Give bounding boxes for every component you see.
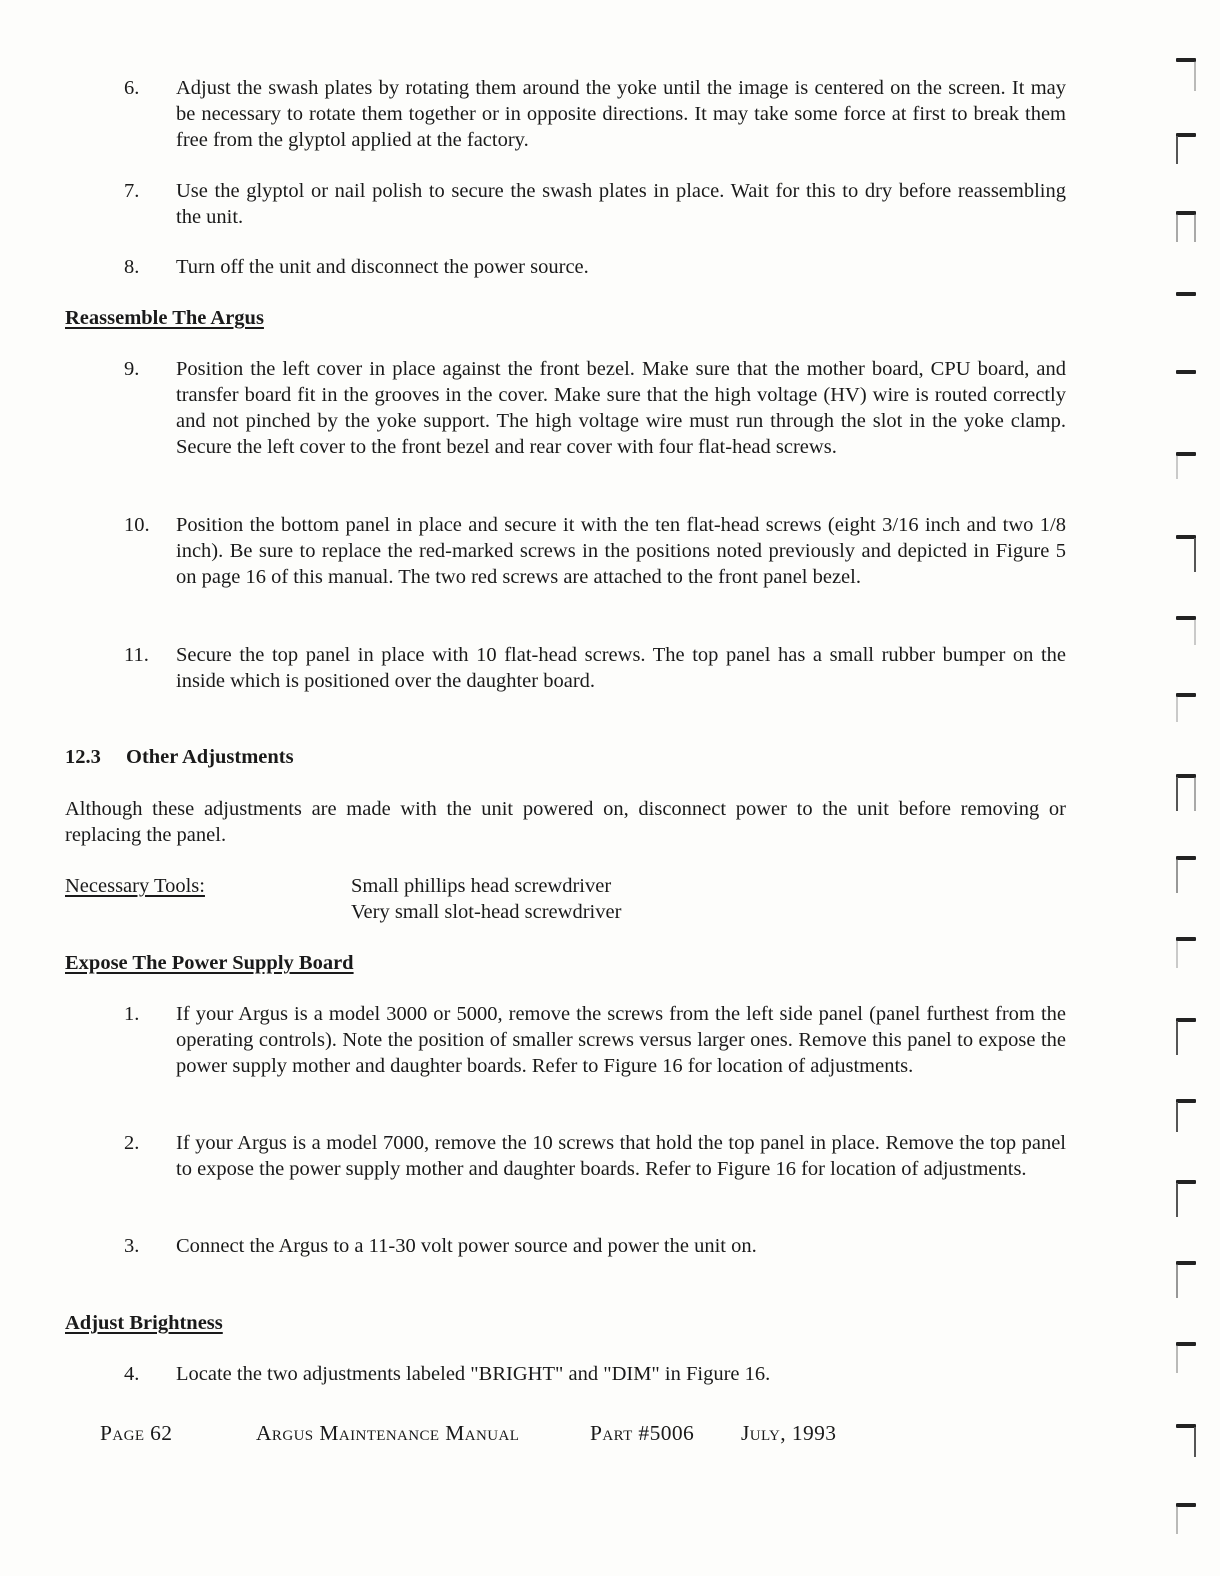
binding-mark: [1176, 1503, 1196, 1539]
tool-item: Small phillips head screwdriver: [351, 875, 612, 897]
binding-mark: [1176, 58, 1196, 94]
expose-heading: Expose The Power Supply Board: [65, 952, 354, 974]
step-text: If your Argus is a model 7000, remove the 10 screws that hold the top panel in place. Remove the top panel to expose the power supply mother and daughter boards. Refer to Figure 16 for location of adjustments.: [176, 1132, 1066, 1180]
step-number: 3.: [124, 1235, 140, 1257]
binding-mark: [1176, 292, 1196, 302]
binding-mark: [1176, 452, 1196, 488]
binding-mark: [1176, 535, 1196, 575]
tools-label: Necessary Tools:: [65, 875, 205, 897]
step-text: Position the bottom panel in place and secure it with the ten flat-head screws (eight 3/16 inch and two 1/8 inch). Be sure to replace the red-marked screws in the positions noted previously and depicted in Figure 5 on page 16 of this manual. The two red screws are attached to the front panel bezel.: [176, 514, 1066, 588]
reassemble-heading: Reassemble The Argus: [65, 307, 264, 329]
step-text: Use the glyptol or nail polish to secure the swash plates in place. Wait for this to dry before reassembling the unit.: [176, 180, 1066, 228]
step-number: 7.: [124, 180, 140, 202]
step-text: Secure the top panel in place with 10 flat-head screws. The top panel has a small rubber bumper on the inside which is positioned over the daughter board.: [176, 644, 1066, 692]
brightness-heading: Adjust Brightness: [65, 1312, 223, 1334]
footer-manual: Argus Maintenance Manual: [256, 1421, 520, 1445]
binding-mark: [1176, 937, 1196, 973]
step-number: 11.: [124, 644, 149, 666]
section-name: Other Adjustments: [126, 746, 294, 768]
step-text: Position the left cover in place against the front bezel. Make sure that the mother board, CPU board, and transfer board fit in the grooves in the cover. Make sure that the high voltage (HV) wire is routed correctly and not pinched by the yoke support. The high voltage wire must run through the slot in the yoke clamp. Secure the left cover to the front bezel and rear cover with four flat-head screws.: [176, 358, 1066, 458]
step-text: Locate the two adjustments labeled "BRIGHT" and "DIM" in Figure 16.: [176, 1363, 771, 1385]
section-title: [65, 744, 294, 770]
step-text: If your Argus is a model 3000 or 5000, remove the screws from the left side panel (panel furthest from the operating controls). Note the position of smaller screws versus larger ones. Remove this panel to expose the power supply mother and daughter boards. Refer to Figure 16 for location of adjustments.: [176, 1003, 1066, 1077]
step-number: 9.: [124, 358, 140, 380]
step-text: Connect the Argus to a 11-30 volt power source and power the unit on.: [176, 1235, 757, 1257]
footer-page: Page 62: [100, 1421, 173, 1445]
step-number: 4.: [124, 1363, 140, 1385]
binding-mark: [1176, 774, 1196, 814]
section-number: 12.3: [65, 746, 101, 768]
section-intro: Although these adjustments are made with the unit powered on, disconnect power to the unit before removing or replacing the panel.: [65, 798, 1066, 846]
binding-mark: [1176, 856, 1196, 896]
binding-mark: [1176, 1342, 1196, 1378]
step-number: 1.: [124, 1003, 140, 1025]
step-number: 6.: [124, 77, 140, 99]
footer-date: July, 1993: [741, 1421, 837, 1445]
step-text: Turn off the unit and disconnect the power source.: [176, 256, 589, 278]
tool-item: Very small slot-head screwdriver: [351, 901, 622, 923]
binding-mark: [1176, 616, 1196, 652]
binding-mark: [1176, 1099, 1196, 1135]
binding-mark: [1176, 211, 1196, 247]
binding-mark: [1176, 693, 1196, 729]
binding-mark: [1176, 1180, 1196, 1220]
binding-mark: [1176, 1424, 1196, 1460]
binding-mark: [1176, 133, 1196, 169]
step-text: Adjust the swash plates by rotating them around the yoke until the image is centered on the screen. It may be necessary to rotate them together or in opposite directions. It may take some force at first to break them free from the glyptol applied at the factory.: [176, 77, 1066, 151]
binding-mark: [1176, 1018, 1196, 1058]
footer-part: Part #5006: [590, 1421, 695, 1445]
step-number: 2.: [124, 1132, 140, 1154]
binding-mark: [1176, 1261, 1196, 1301]
step-number: 10.: [124, 514, 150, 536]
binding-mark: [1176, 370, 1196, 380]
step-number: 8.: [124, 256, 140, 278]
